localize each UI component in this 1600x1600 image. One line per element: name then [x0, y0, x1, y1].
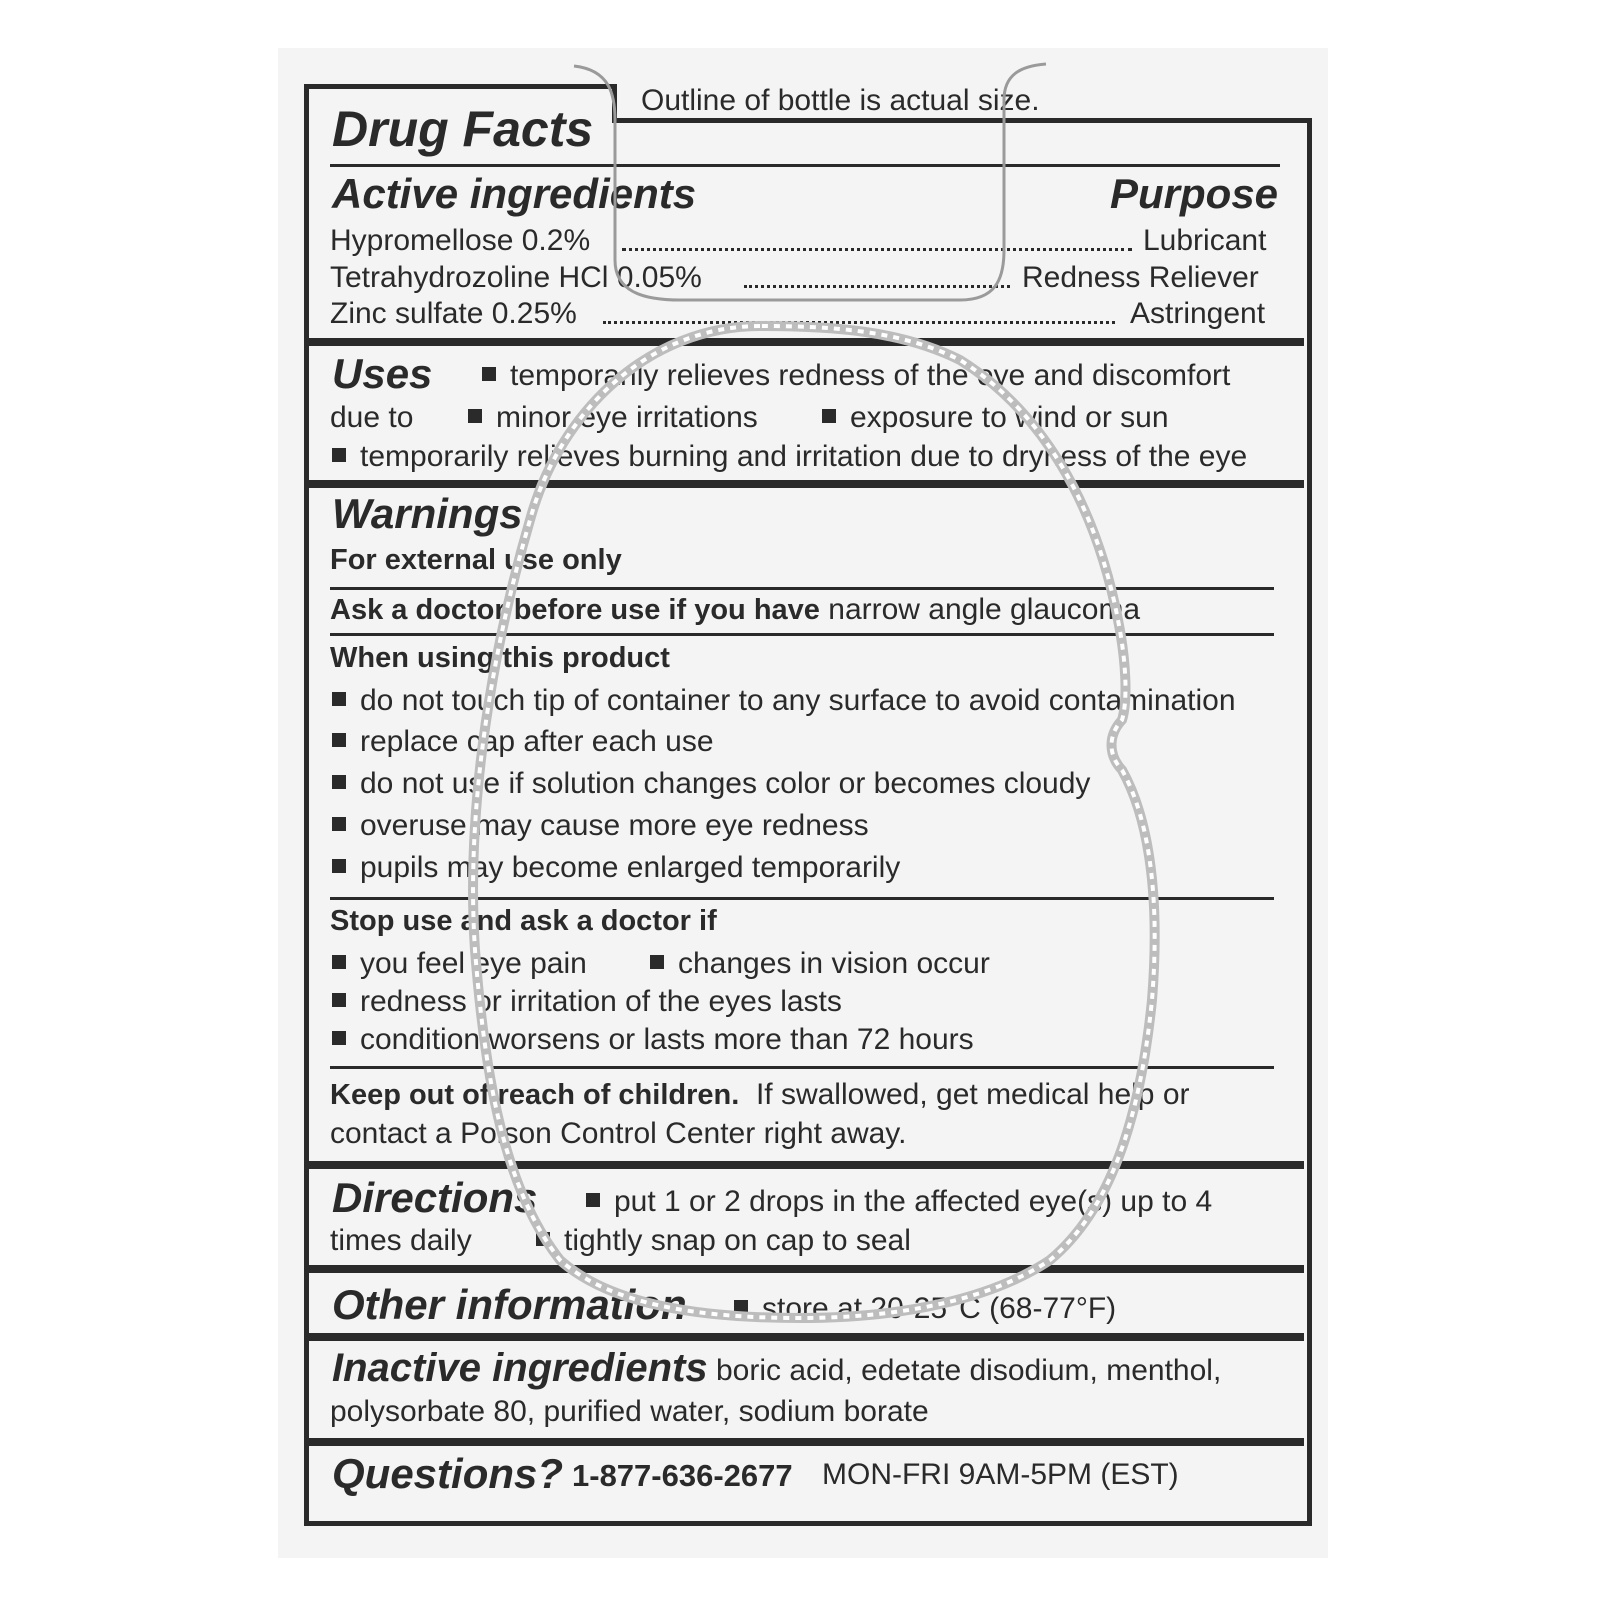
stop-use-item: redness or irritation of the eyes lasts: [332, 985, 842, 1019]
leader-dots: [603, 321, 1115, 324]
section-divider: [304, 1161, 1304, 1169]
when-using-item: do not use if solution changes color or becomes cloudy: [332, 767, 1090, 801]
uses-item: minor eye irritations: [468, 401, 758, 435]
keep-out-line2: contact a Poison Control Center right away.: [330, 1117, 907, 1150]
purpose-heading: Purpose: [1110, 170, 1279, 217]
bullet-icon: [468, 409, 482, 423]
bullet-icon: [332, 993, 346, 1007]
bullet-icon: [332, 817, 346, 831]
inactive-line1: boric acid, edetate disodium, menthol,: [716, 1354, 1222, 1387]
bullet-icon: [482, 367, 496, 381]
directions-item: tightly snap on cap to seal: [536, 1224, 911, 1258]
purpose-redness-reliever: Redness Reliever: [1022, 261, 1259, 294]
section-divider: [304, 1333, 1304, 1341]
ingredient-zinc-sulfate: Zinc sulfate 0.25%: [330, 297, 577, 330]
when-using-item: pupils may become enlarged temporarily: [332, 851, 900, 885]
bullet-icon: [332, 775, 346, 789]
questions-phone: 1-877-636-2677: [572, 1458, 793, 1493]
other-info-item: store at 20-25°C (68-77°F): [734, 1292, 1116, 1326]
stop-use-item: you feel eye pain: [332, 947, 587, 981]
bullet-icon: [332, 733, 346, 747]
leader-dots: [622, 248, 1132, 251]
stop-use-heading: Stop use and ask a doctor if: [330, 905, 717, 937]
stop-use-item: changes in vision occur: [650, 947, 990, 981]
other-info-heading: Other information: [332, 1281, 687, 1328]
drug-facts-title: Drug Facts: [332, 101, 594, 157]
ask-doctor-line: Ask a doctor before use if you have narrow angle glaucoma: [330, 593, 1141, 626]
directions-heading: Directions: [332, 1174, 538, 1221]
warnings-rule: [330, 633, 1274, 636]
questions-hours: MON-FRI 9AM-5PM (EST): [822, 1458, 1179, 1491]
bullet-icon: [586, 1193, 600, 1207]
section-divider: [304, 480, 1304, 488]
inactive-heading: Inactive ingredients: [332, 1346, 708, 1390]
purpose-lubricant: Lubricant: [1143, 224, 1267, 257]
inactive-line2: polysorbate 80, purified water, sodium borate: [330, 1395, 929, 1428]
title-rule: [330, 164, 1280, 167]
warnings-rule: [330, 1066, 1274, 1069]
bullet-icon: [332, 955, 346, 969]
bullet-icon: [822, 409, 836, 423]
directions-text: times daily: [330, 1224, 472, 1257]
when-using-heading: When using this product: [330, 642, 670, 674]
directions-item: put 1 or 2 drops in the affected eye(s) up to 4: [586, 1185, 1212, 1219]
when-using-item: do not touch tip of container to any surface to avoid contamination: [332, 684, 1236, 718]
bullet-icon: [734, 1300, 748, 1314]
ingredient-tetrahydrozoline: Tetrahydrozoline HCl 0.05%: [330, 261, 702, 294]
bullet-icon: [332, 1031, 346, 1045]
bullet-icon: [332, 859, 346, 873]
uses-heading: Uses: [332, 350, 433, 397]
warnings-rule: [330, 897, 1274, 900]
section-divider: [304, 1438, 1304, 1446]
bullet-icon: [536, 1232, 550, 1246]
keep-out-line1: Keep out of reach of children. If swallowed, get medical help or: [330, 1078, 1190, 1111]
when-using-item: overuse may cause more eye redness: [332, 809, 869, 843]
section-divider: [304, 1265, 1304, 1273]
when-using-item: replace cap after each use: [332, 725, 714, 759]
leader-dots: [744, 285, 1010, 288]
uses-item: temporarily relieves redness of the eye and discomfort: [482, 359, 1230, 393]
stop-use-item: condition worsens or lasts more than 72 hours: [332, 1023, 974, 1057]
warnings-rule: [330, 587, 1274, 590]
purpose-astringent: Astringent: [1130, 297, 1266, 330]
active-heading: Active ingredients: [332, 170, 697, 217]
warnings-heading: Warnings: [332, 490, 523, 537]
bullet-icon: [650, 955, 664, 969]
external-use-note: For external use only: [330, 544, 622, 576]
bullet-icon: [332, 692, 346, 706]
uses-item: temporarily relieves burning and irritation due to dryness of the eye: [332, 440, 1247, 474]
questions-heading: Questions?: [332, 1450, 564, 1497]
bullet-icon: [332, 448, 346, 462]
ingredient-hypromellose: Hypromellose 0.2%: [330, 224, 591, 257]
outline-note: Outline of bottle is actual size.: [641, 84, 1040, 117]
section-divider: [304, 338, 1304, 346]
uses-item: exposure to wind or sun: [822, 401, 1169, 435]
uses-text: due to: [330, 401, 414, 434]
